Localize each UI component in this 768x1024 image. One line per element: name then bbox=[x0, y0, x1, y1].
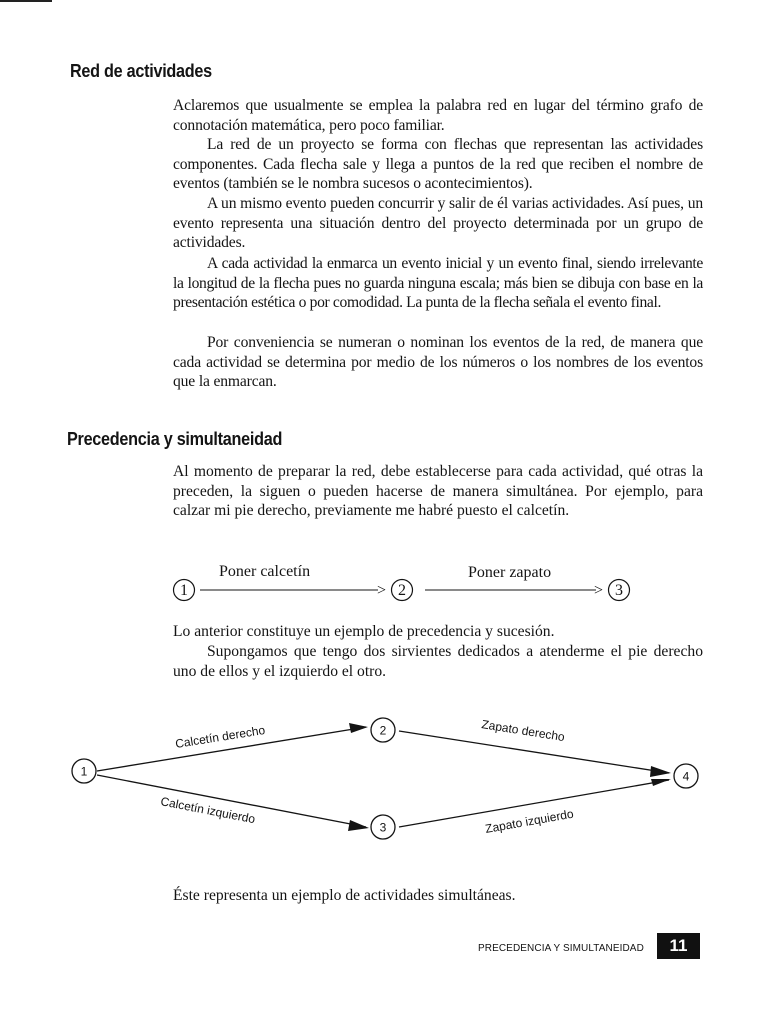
arrowhead-1-3 bbox=[348, 820, 369, 831]
paragraph-prec-4: Éste representa un ejemplo de actividades simultáneas. bbox=[173, 887, 516, 904]
arrowhead-3-4 bbox=[651, 779, 671, 786]
paragraph-red-3: A un mismo evento pueden concurrir y salir de él varias actividades. Así pues, un evento representa una situación dentro del proyecto determinada por un grupo de actividades. bbox=[173, 195, 703, 252]
activity-label-poner-zapato: Poner zapato bbox=[468, 564, 552, 581]
event-node-2-label: 2 bbox=[398, 582, 406, 599]
arrowhead-1-2 bbox=[349, 723, 368, 733]
sequence-diagram bbox=[160, 552, 640, 612]
event-node-1-label: 1 bbox=[80, 764, 88, 779]
paragraph-prec-3: Supongamos que tengo dos sirvientes dedicados a atenderme el pie derecho uno de ellos y el izquierdo el otro. bbox=[173, 643, 703, 680]
event-node-1-label: 1 bbox=[180, 582, 188, 599]
section-heading-precedencia: Precedencia y simultaneidad bbox=[67, 429, 283, 449]
paragraph-red-2: La red de un proyecto se forma con flechas que representan las actividades componentes. Cada flecha sale y llega a puntos de la red que reciben el nombre de eventos (también se le nombra sucesos o acontecimientos). bbox=[173, 136, 703, 193]
parallel-activities-diagram bbox=[0, 700, 768, 860]
label-zapato-derecho: Zapato derecho bbox=[480, 717, 566, 745]
label-calcetin-derecho: Calcetín derecho bbox=[174, 722, 267, 751]
arrowhead-2-3: > bbox=[594, 582, 604, 599]
activity-label-poner-calcetin: Poner calcetín bbox=[219, 563, 311, 580]
event-node-3-label: 3 bbox=[379, 820, 387, 835]
paragraph-red-4: A cada actividad la enmarca un evento inicial y un evento final, siendo irrelevante la longitud de la flecha pues no guarda ninguna escala; más bien se dibuja con base en la presentación estética o por comodidad. La punta de la flecha señala el evento final. bbox=[173, 255, 703, 312]
top-rule bbox=[0, 0, 52, 2]
event-node-4-label: 4 bbox=[682, 769, 690, 784]
label-zapato-izquierdo: Zapato izquierdo bbox=[484, 806, 575, 836]
arrowhead-1-2: > bbox=[377, 582, 387, 599]
paragraph-prec-2: Lo anterior constituye un ejemplo de precedencia y sucesión. bbox=[173, 623, 555, 640]
paragraph-red-5: Por conveniencia se numeran o nominan los eventos de la red, de manera que cada actividad se determina por medio de los números o los nombres de los eventos que la enmarcan. bbox=[173, 334, 703, 391]
event-node-3-label: 3 bbox=[615, 582, 623, 599]
running-head: PRECEDENCIA Y SIMULTANEIDAD bbox=[478, 943, 644, 954]
page-number: 11 bbox=[657, 933, 700, 959]
label-calcetin-izquierdo: Calcetín izquierdo bbox=[159, 794, 257, 827]
section-heading-red: Red de actividades bbox=[70, 61, 212, 81]
paragraph-prec-1: Al momento de preparar la red, debe establecerse para cada actividad, qué otras la preceden, la siguen o pueden hacerse de manera simultánea. Por ejemplo, para calzar mi pie derecho, previamente me habré puesto el calcetín. bbox=[173, 463, 703, 520]
arrowhead-2-4 bbox=[650, 766, 671, 777]
event-node-2-label: 2 bbox=[379, 723, 387, 738]
paragraph-red-1: Aclaremos que usualmente se emplea la palabra red en lugar del término grafo de connotación matemática, pero poco familiar. bbox=[173, 97, 703, 134]
